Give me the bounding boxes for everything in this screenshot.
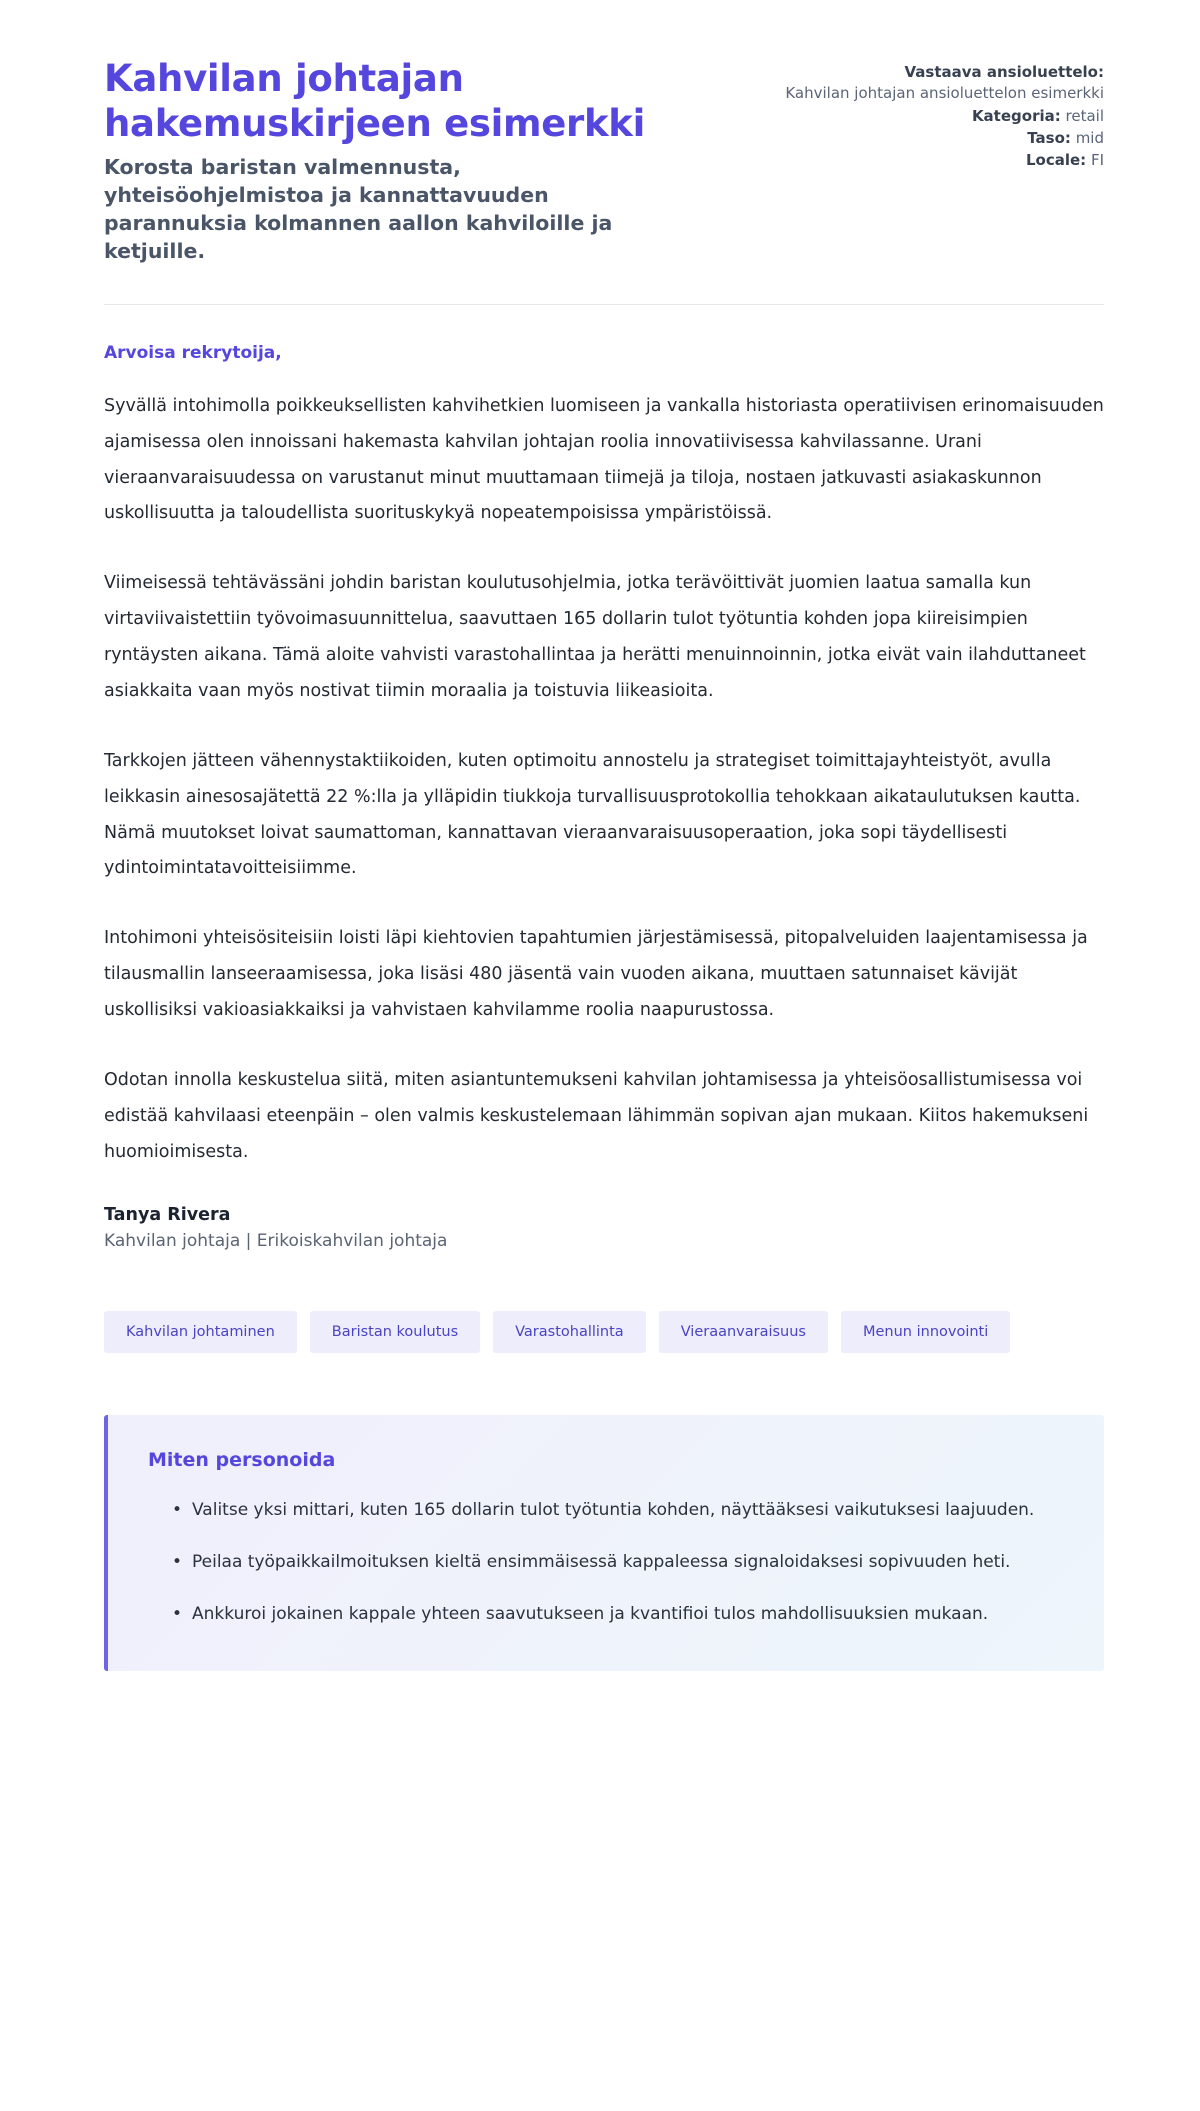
meta-locale <box>785 150 1104 171</box>
meta-category-label: Kategoria: <box>971 106 1061 125</box>
callout-tip-item: • Valitse yksi mittari, kuten 165 dollarin tulot työtuntia kohden, näyttääksesi vaikutuksesi laajuuden. <box>172 1493 1064 1527</box>
meta-level-value: mid <box>1075 128 1104 147</box>
header-title-block <box>104 46 724 266</box>
signature-role: Kahvilan johtaja | Erikoiskahvilan johtaja <box>104 1230 448 1251</box>
meta-category <box>785 106 1104 127</box>
tag-chip[interactable]: Kahvilan johtaminen <box>104 1311 297 1354</box>
cover-letter-body <box>104 305 1104 1251</box>
callout-title: Miten personoida <box>148 1449 336 1471</box>
letter-paragraph: Viimeisessä tehtävässäni johdin baristan koulutusohjelmia, jotka terävöittivät juomien laatua samalla kun virtaviivaistettiin työvoimasuunnittelua, saavuttaen 165 dollarin tulot työtuntia kohden jopa kiireisimpien ryntäysten aikana. Tämä aloite vahvisti varastohallintaa ja herätti menuinnoinnin, jotka eivät vain ilahduttaneet asiakkaita vaan myös nostivat tiimin moraalia ja toistuvia liikeasioita. <box>104 573 1086 701</box>
signature-block <box>104 1205 1104 1251</box>
letter-salutation: Arvoisa rekrytoija, <box>104 342 282 363</box>
meta-related-resume-value: Kahvilan johtajan ansioluettelon esimerkki <box>785 84 1104 103</box>
letter-paragraph: Syvällä intohimolla poikkeuksellisten kahvihetkien luomiseen ja vankalla historiasta operatiivisen erinomaisuuden ajamisessa olen innoissani hakemasta kahvilan johtajan roolia innovatiivisessa kahvilassanne. Urani vieraanvaraisuudessa on varustanut minut muuttamaan tiimejä ja tiloja, nostaen jatkuvasti asiakaskunnon uskollisuutta ja taloudellista suorituskykyä nopeatempoisissa ympäristöissä. <box>104 395 1104 524</box>
personalization-callout <box>104 1415 1104 1671</box>
tag-list <box>104 1311 1104 1354</box>
meta-category-value: retail <box>1065 106 1104 125</box>
tag-chip[interactable]: Baristan koulutus <box>310 1311 480 1354</box>
meta-locale-value: FI <box>1090 151 1104 170</box>
meta-related-resume <box>785 62 1104 105</box>
meta-level <box>785 128 1104 149</box>
callout-tip-item: • Ankkuroi jokainen kappale yhteen saavutukseen ja kvantifioi tulos mahdollisuuksien mukaan. <box>172 1597 1064 1631</box>
tag-chip[interactable]: Varastohallinta <box>493 1311 646 1354</box>
signature-name: Tanya Rivera <box>104 1204 231 1225</box>
callout-tip-item: • Peilaa työpaikkailmoituksen kieltä ensimmäisessä kappaleessa signaloidaksesi sopivuuden heti. <box>172 1545 1064 1579</box>
meta-locale-label: Locale: <box>1025 151 1087 170</box>
letter-paragraph: Tarkkojen jätteen vähennystaktiikoiden, kuten optimoitu annostelu ja strategiset toimittajayhteistyöt, avulla leikkasin ainesosajätettä 22 %:lla ja ylläpidin tiukkoja turvallisuusprotokollia tehokkaan aikataulutuksen kautta. Nämä muutokset loivat saumattoman, kannattavan vieraanvaraisuusoperaation, joka sopi täydellisesti ydintoimintatavoitteisiimme. <box>104 750 1081 879</box>
letter-paragraph: Intohimoni yhteisösiteisiin loisti läpi kiehtovien tapahtumien järjestämisessä, pitopalveluiden laajentamisessa ja tilausmallin lanseeraamisessa, joka lisäsi 480 jäsentä vain vuoden aikana, muuttaen satunnaiset kävijät uskollisiksi vakioasiakkaiksi ja vahvistaen kahvilamme roolia naapurustossa. <box>104 928 1088 1020</box>
letter-paragraph: Odotan innolla keskustelua siitä, miten asiantuntemukseni kahvilan johtamisessa ja yhteisöosallistumisessa voi edistää kahvilaasi eteenpäin – olen valmis keskustelemaan lähimmän sopivan ajan mukaan. Kiitos hakemukseni huomioimisesta. <box>104 1069 1089 1162</box>
page-title: Kahvilan johtajan hakemuskirjeen esimerkki <box>104 57 645 146</box>
callout-tip-list <box>148 1493 1064 1631</box>
header-metadata <box>785 46 1104 171</box>
meta-level-label: Taso: <box>1027 128 1071 147</box>
page-subtitle: Korosta baristan valmennusta, yhteisöohjelmistoa ja kannattavuuden parannuksia kolmannen aallon kahviloille ja ketjuille. <box>104 155 613 263</box>
tag-chip[interactable]: Vieraanvaraisuus <box>659 1311 828 1354</box>
page-header <box>104 46 1104 266</box>
tag-chip[interactable]: Menun innovointi <box>841 1311 1010 1354</box>
meta-related-resume-label: Vastaava ansioluettelo: <box>904 63 1104 81</box>
